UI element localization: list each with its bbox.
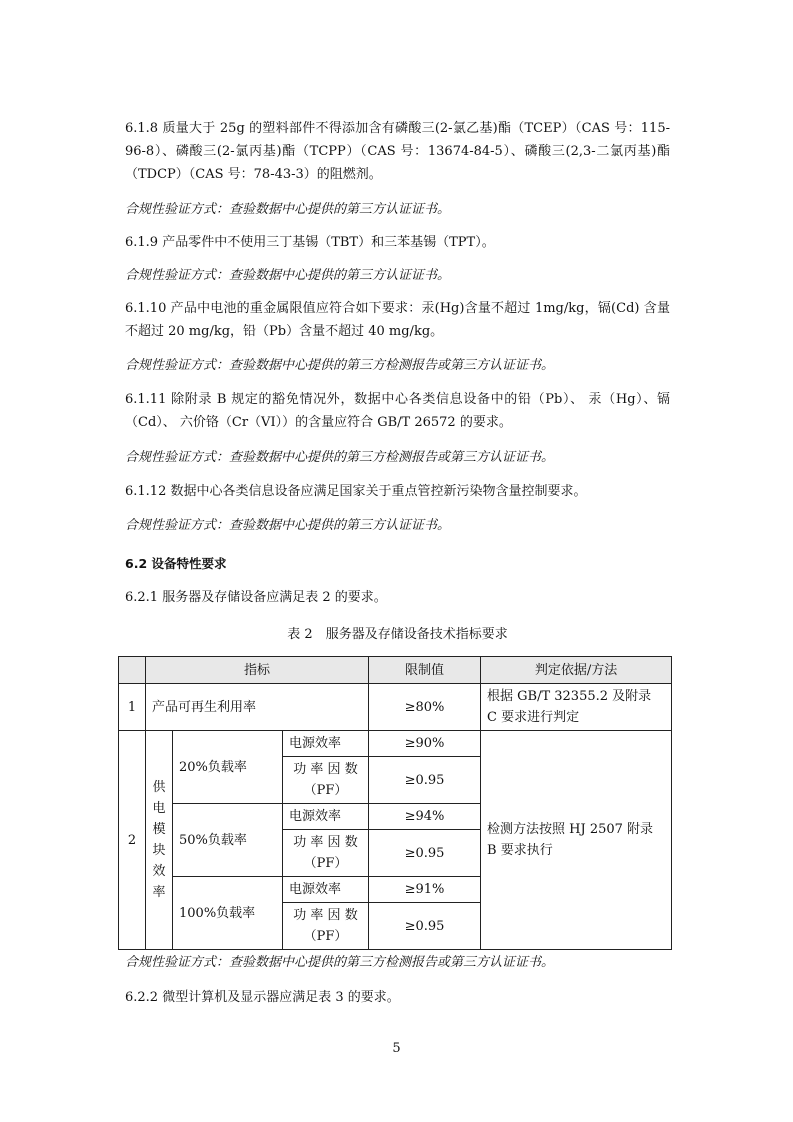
efficiency-limit: ≥91% [369, 877, 481, 903]
verification-6-1-10: 合规性验证方式：查验数据中心提供的第三方检测报告或第三方认证证书。 [125, 358, 555, 373]
header-index [119, 657, 146, 684]
row-index: 2 [119, 731, 146, 950]
power-factor-label: 功 率 因 数（PF） [283, 830, 369, 877]
header-method: 判定依据/方法 [481, 657, 672, 684]
power-factor-limit: ≥0.95 [369, 903, 481, 950]
table-row [119, 731, 672, 757]
efficiency-label: 电源效率 [283, 731, 369, 757]
clause-6-2-1: 6.2.1 服务器及存储设备应满足表 2 的要求。 [125, 590, 387, 605]
clause-6-1-10: 6.1.10 产品中电池的重金属限值应符合如下要求：汞(Hg)含量不超过 1mg/kg，镉(Cd) 含量不超过 20 mg/kg，铅（Pb）含量不超过 40 mg/kg。 [125, 301, 670, 339]
table-row [119, 684, 672, 731]
clause-6-1-12: 6.1.12 数据中心各类信息设备应满足国家关于重点管控新污染物含量控制要求。 [125, 484, 587, 499]
efficiency-limit: ≥90% [369, 731, 481, 757]
clause-6-1-8: 6.1.8 质量大于 25g 的塑料部件不得添加含有磷酸三(2-氯乙基)酯（TCEP）（CAS 号：115-96-8）、磷酸三(2-氯丙基)酯（TCPP）（CAS 号：13674-84-5）、磷酸三(2,3-二氯丙基)酯（TDCP）（CAS 号：78-43-3）的阻燃剂。 [125, 121, 670, 182]
verification-6-1-9: 合规性验证方式：查验数据中心提供的第三方认证证书。 [125, 268, 451, 283]
load-rate-20: 20%负载率 [173, 731, 283, 804]
efficiency-label: 电源效率 [283, 804, 369, 830]
row-limit: ≥80% [369, 684, 481, 731]
power-factor-limit: ≥0.95 [369, 830, 481, 877]
clause-6-2-2: 6.2.2 微型计算机及显示器应满足表 3 的要求。 [125, 990, 400, 1005]
row-method: 检测方法按照 HJ 2507 附录 B 要求执行 [481, 731, 672, 950]
power-factor-limit: ≥0.95 [369, 757, 481, 804]
power-factor-label: 功 率 因 数（PF） [283, 903, 369, 950]
row-method: 根据 GB/T 32355.2 及附录 C 要求进行判定 [481, 684, 672, 731]
verification-table-2: 合规性验证方式：查验数据中心提供的第三方检测报告或第三方认证证书。 [125, 955, 555, 970]
verification-6-1-8: 合规性验证方式：查验数据中心提供的第三方认证证书。 [125, 202, 451, 217]
spec-table [118, 656, 672, 950]
table-header-row [119, 657, 672, 684]
header-limit: 限制值 [369, 657, 481, 684]
power-factor-label: 功 率 因 数（PF） [283, 757, 369, 804]
header-indicator: 指标 [146, 657, 369, 684]
row-index: 1 [119, 684, 146, 731]
clause-6-1-11: 6.1.11 除附录 B 规定的豁免情况外，数据中心各类信息设备中的铅（Pb）、 汞（Hg）、镉（Cd）、 六价铬（Cr（VI））的含量应符合 GB/T 26572 的要求。 [125, 392, 670, 430]
section-heading-6-2: 6.2 设备特性要求 [125, 556, 227, 571]
power-module-efficiency-label: 供 电 模 块 效 率 [146, 731, 173, 950]
load-rate-100: 100%负载率 [173, 877, 283, 950]
clause-6-1-9: 6.1.9 产品零件中不使用三丁基锡（TBT）和三苯基锡（TPT）。 [125, 235, 495, 250]
page-number: 5 [392, 1041, 401, 1056]
verification-6-1-11: 合规性验证方式：查验数据中心提供的第三方检测报告或第三方认证证书。 [125, 450, 555, 465]
efficiency-limit: ≥94% [369, 804, 481, 830]
verification-6-1-12: 合规性验证方式：查验数据中心提供的第三方认证证书。 [125, 518, 451, 533]
efficiency-label: 电源效率 [283, 877, 369, 903]
load-rate-50: 50%负载率 [173, 804, 283, 877]
row-indicator: 产品可再生利用率 [146, 684, 369, 731]
table-caption: 表 2 服务器及存储设备技术指标要求 [287, 627, 508, 642]
